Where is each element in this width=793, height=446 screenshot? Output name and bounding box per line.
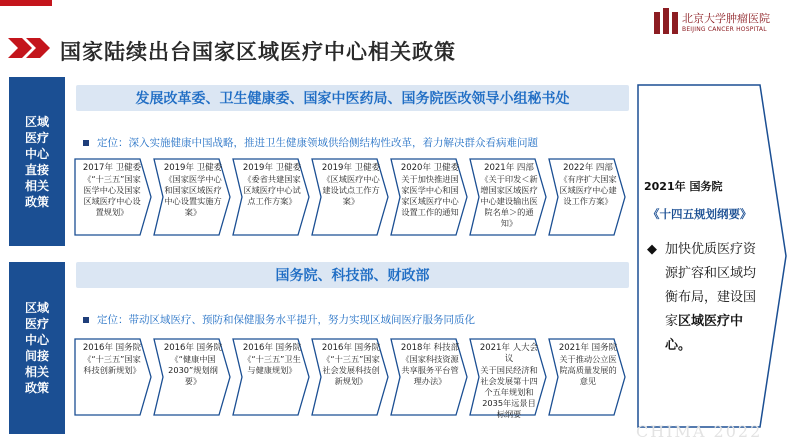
policy-row-direct xyxy=(74,157,634,237)
logo-chinese-name: 北京大学肿瘤医院 xyxy=(682,12,770,25)
policy-item xyxy=(74,157,154,237)
policy-item xyxy=(390,337,470,417)
policy-item xyxy=(311,337,391,417)
summary-document: 《十四五规划纲要》 xyxy=(648,207,752,221)
logo-english-name: BEIJING CANCER HOSPITAL xyxy=(682,26,767,33)
policy-item-year-issuer: 2016年 国务院 xyxy=(242,343,302,353)
policy-item-year-issuer: 2022年 四部 xyxy=(563,163,613,173)
policy-item-text xyxy=(479,163,539,233)
policy-item-text xyxy=(558,343,618,413)
hospital-logo xyxy=(654,6,786,42)
policy-item xyxy=(548,157,628,237)
policy-item-title: 《国家医学中心和国家区域医疗中心设置实施方案》 xyxy=(164,174,222,217)
watermark: CHIMA 2022 xyxy=(636,422,763,441)
policy-item-text xyxy=(558,163,618,233)
policy-item-text xyxy=(242,163,302,233)
policy-item-year-issuer: 2019年 卫健委 xyxy=(321,163,381,173)
policy-item xyxy=(232,157,312,237)
policy-item-title: 《关于印发＜新增国家区域医疗中心建设输出医院名单＞的通知》 xyxy=(480,174,538,228)
policy-item-year-issuer: 2021年 国务院 xyxy=(558,343,618,353)
diamond-bullet-icon: ◆ xyxy=(647,242,657,257)
policy-item-year-issuer: 2016年 国务院 xyxy=(82,343,142,353)
square-bullet-icon xyxy=(83,140,89,146)
side-label-direct: 区域医疗中心直接相关政策 xyxy=(9,77,65,246)
policy-item xyxy=(232,337,312,417)
policy-item-text xyxy=(81,163,143,233)
policy-item-year-issuer: 2017年 卫健委 xyxy=(82,163,142,173)
policy-item-title: 关于加快推进国家医学中心和国家区域医疗中心设置工作的通知 xyxy=(401,174,459,217)
policy-item-text xyxy=(321,163,381,233)
policy-item xyxy=(153,157,233,237)
policy-item-text xyxy=(479,343,539,419)
policy-item-text xyxy=(242,343,302,413)
policy-item-text xyxy=(163,343,223,413)
policy-item-title: 《国家科技资源共享服务平台管理办法》 xyxy=(401,354,459,386)
double-chevron-right-icon xyxy=(8,38,53,58)
policy-item-title: 《“健康中国2030”规划纲要》 xyxy=(168,354,218,386)
policy-item xyxy=(74,337,154,417)
summary-title: 2021年 国务院 xyxy=(644,180,723,193)
page-title: 国家陆续出台国家区域医疗中心相关政策 xyxy=(60,40,456,64)
policy-item-year-issuer: 2021年 人大会议 xyxy=(479,343,539,364)
policy-item-year-issuer: 2020年 卫健委 xyxy=(400,163,460,173)
policy-item-title: 《“十三五”国家医学中心及国家区域医疗中心设置规划》 xyxy=(83,174,141,217)
policy-item-title: 《区域医疗中心建设试点工作方案》 xyxy=(322,174,380,206)
policy-item-text xyxy=(400,163,460,233)
policy-item xyxy=(469,337,549,417)
positioning-indirect: 定位：带动区域医疗、预防和保健服务水平提升，努力实现区域间医疗服务同质化 xyxy=(83,312,475,327)
policy-item-title: 《委省共建国家区域医疗中心试点工作方案》 xyxy=(243,174,301,206)
square-bullet-icon xyxy=(83,317,89,323)
policy-item-title: 《“十三五”卫生与健康规划》 xyxy=(243,354,301,375)
policy-item xyxy=(548,337,628,417)
policy-item xyxy=(390,157,470,237)
policy-item-title: 关于国民经济和社会发展第十四个五年规划和2035年远景目标纲要 xyxy=(480,365,538,419)
policy-item-text xyxy=(81,343,143,413)
policy-item-text xyxy=(163,163,223,233)
policy-item-year-issuer: 2016年 国务院 xyxy=(163,343,223,353)
banner-direct: 发展改革委、卫生健康委、国家中医药局、国务院医改领导小组秘书处 xyxy=(76,85,629,111)
policy-item xyxy=(311,157,391,237)
side-label-indirect: 区域医疗中心间接相关政策 xyxy=(9,262,65,434)
policy-item-year-issuer: 2016年 国务院 xyxy=(321,343,381,353)
summary-point: ◆ 加快优质医疗资源扩容和区域均衡布局，建设国家区域医疗中心。 xyxy=(650,238,768,358)
policy-item-year-issuer: 2018年 科技部 xyxy=(400,343,460,353)
policy-item-title: 《“十三五”国家科技创新规划》 xyxy=(83,354,141,375)
hospital-logo-icon xyxy=(654,8,678,34)
positioning-direct: 定位：深入实施健康中国战略，推进卫生健康领域供给侧结构性改革，着力解决群众看病难问题 xyxy=(83,135,538,150)
policy-item-text xyxy=(321,343,381,413)
top-accent-bar xyxy=(0,0,52,6)
policy-item-year-issuer: 2021年 四部 xyxy=(484,163,534,173)
policy-item-year-issuer: 2019年 卫健委 xyxy=(163,163,223,173)
banner-indirect: 国务院、科技部、财政部 xyxy=(76,262,629,288)
policy-item-year-issuer: 2019年 卫健委 xyxy=(242,163,302,173)
policy-item-title: 《“十三五”国家社会发展科技创新规划》 xyxy=(322,354,380,386)
policy-item xyxy=(469,157,549,237)
policy-item-title: 《有序扩大国家区域医疗中心建设工作方案》 xyxy=(559,174,617,206)
policy-row-indirect xyxy=(74,337,634,417)
policy-item-text xyxy=(400,343,460,413)
policy-item-title: 关于推动公立医院高质量发展的意见 xyxy=(559,354,617,386)
policy-item xyxy=(153,337,233,417)
